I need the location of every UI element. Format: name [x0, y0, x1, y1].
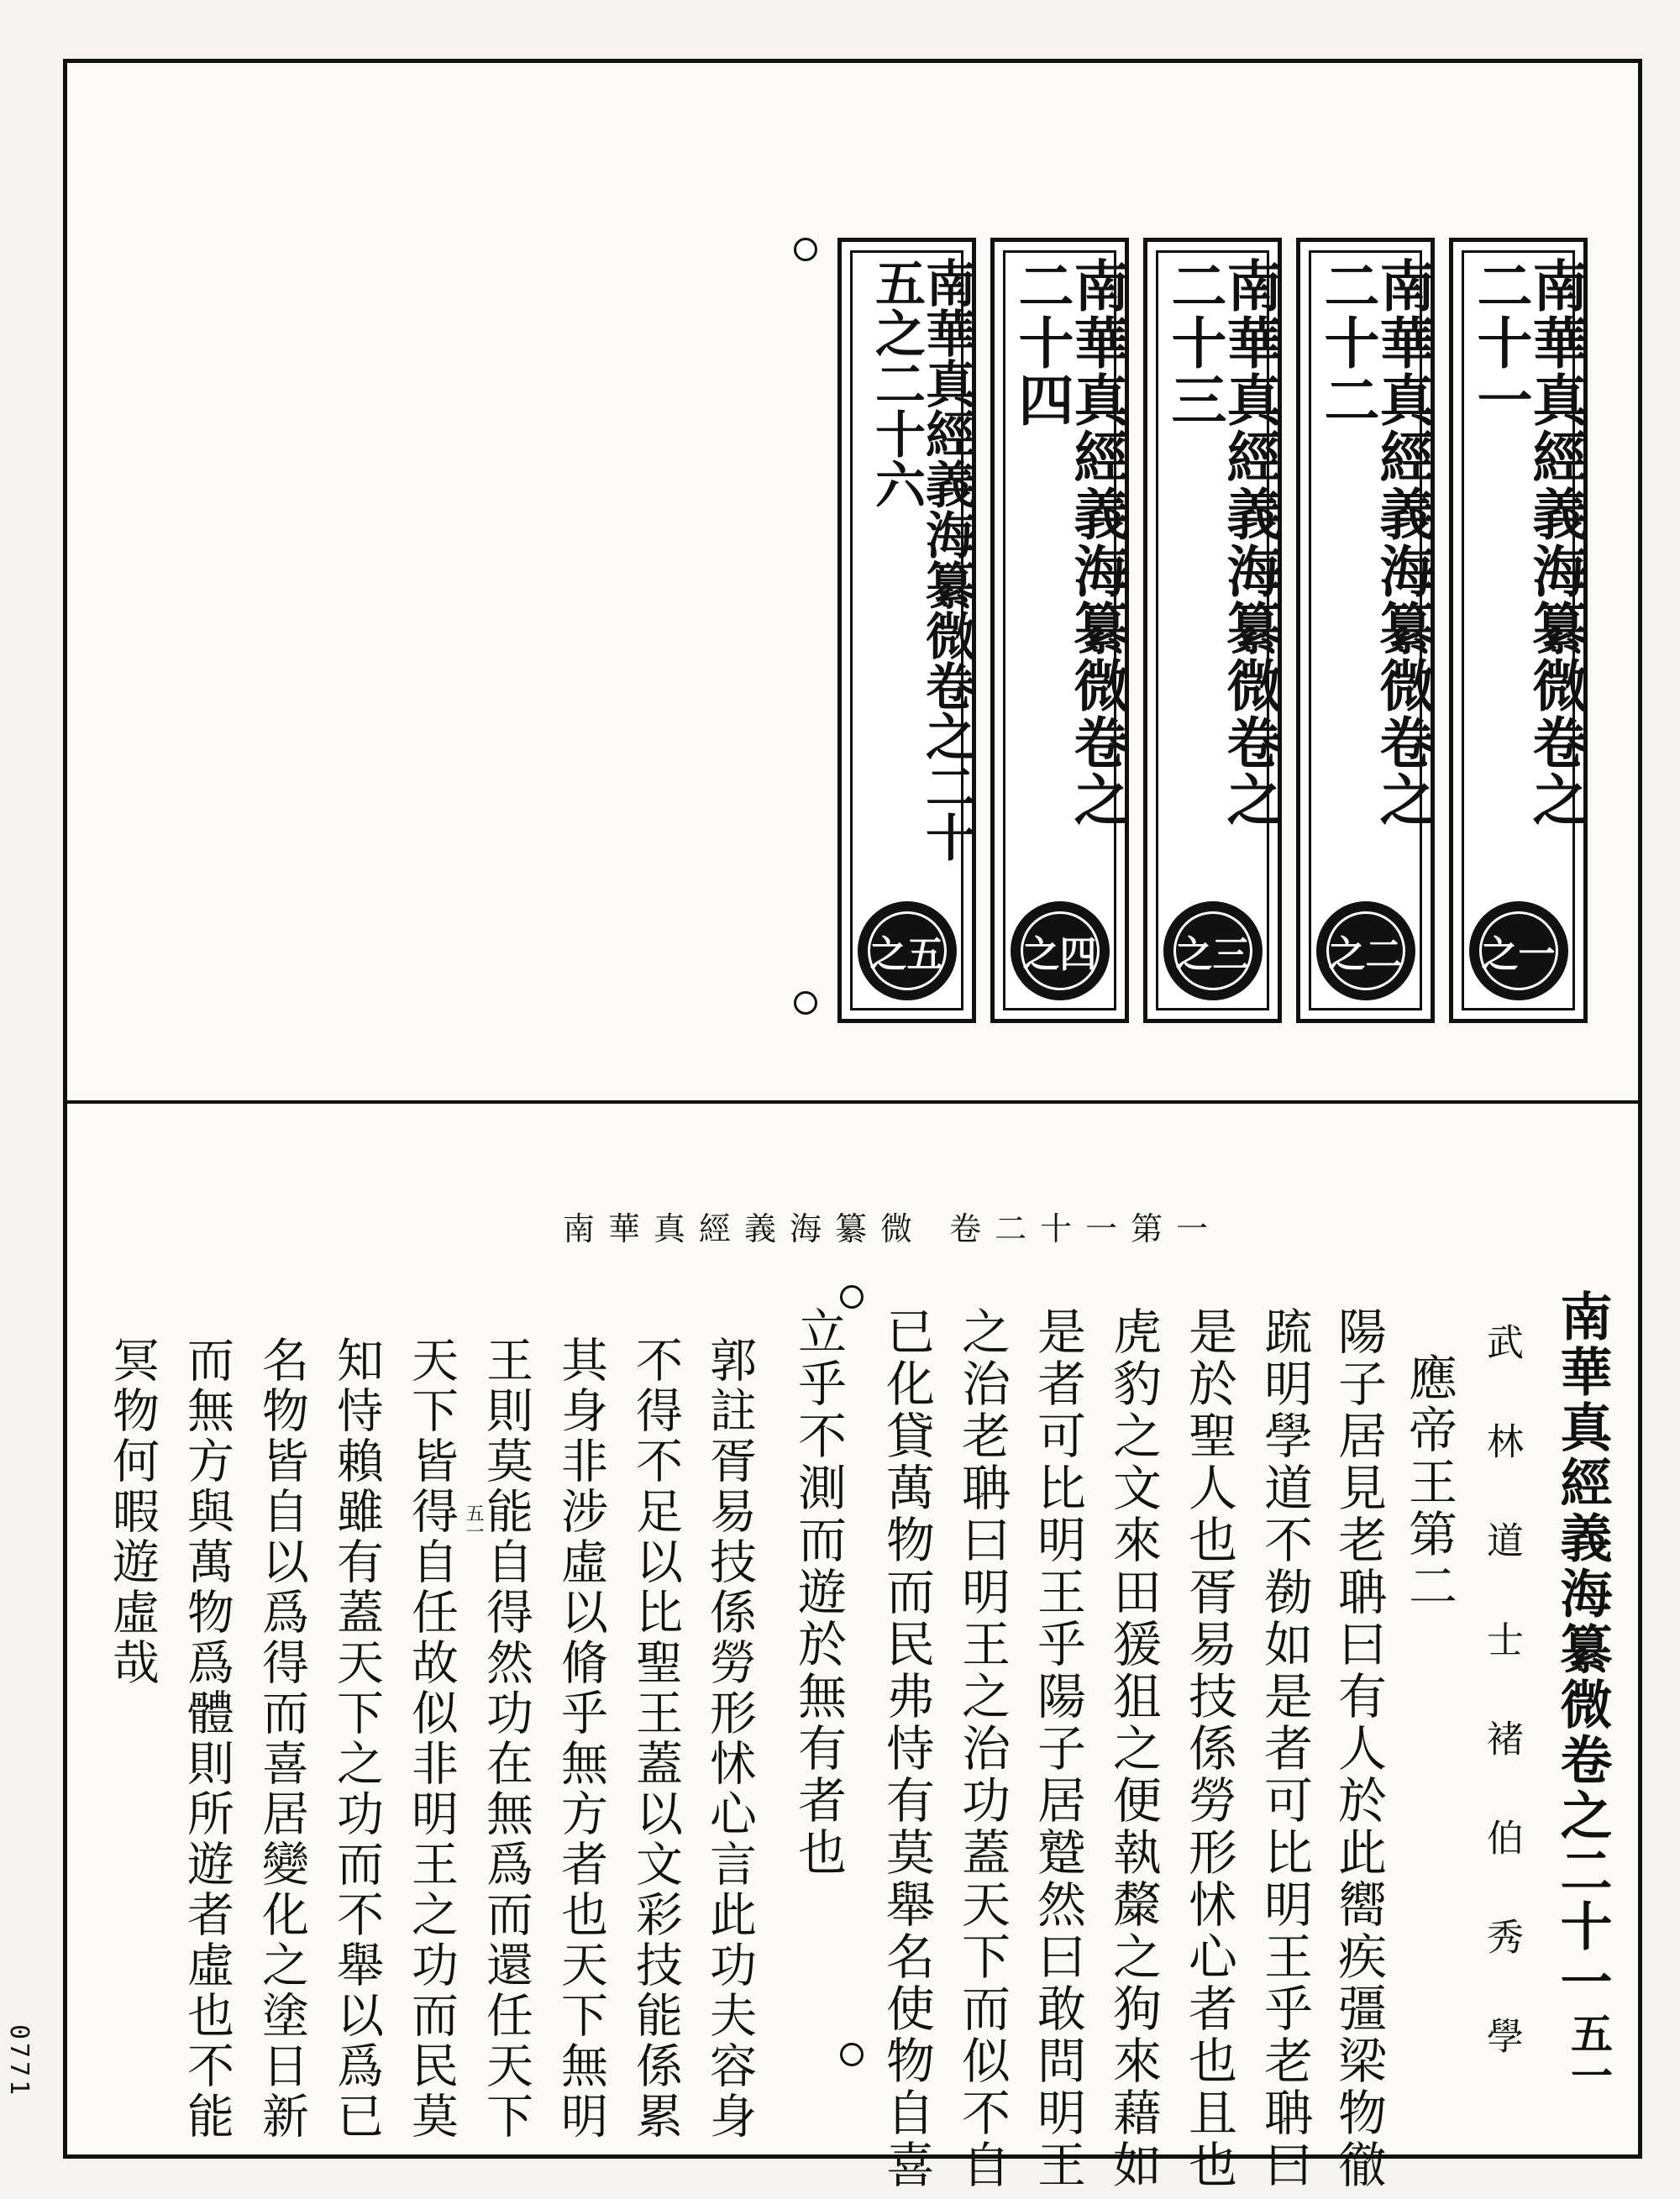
binding-hole-bottom	[794, 991, 817, 1015]
text-column-note: 而無方與萬物爲體則所遊者虛也不能	[180, 1336, 234, 2142]
spine-label-5	[837, 238, 976, 1023]
text-column: 虎豹之文來田猨狙之便執斄之狗來藉如	[1105, 1306, 1162, 2191]
spine-label-4	[990, 238, 1129, 1023]
page-number: 五一	[1564, 2012, 1614, 2096]
circle-mark-icon	[840, 2043, 864, 2066]
running-head: 南華真經義海纂微 卷二十一第一	[563, 1210, 1222, 1247]
spine-label-title: 南華真經義海纂微卷之二十四	[1009, 257, 1130, 828]
text-column-note: 郭註胥易技係勞形怵心言此功夫容身	[702, 1336, 757, 2142]
text-column: 䟽明學道不勌如是者可比明王乎老聃曰	[1256, 1306, 1313, 2191]
circle-mark-icon	[840, 1285, 864, 1309]
side-number: 0771	[4, 2024, 34, 2099]
seal-icon: 之三	[1163, 901, 1263, 1000]
spine-label-title: 南華真經義海纂微卷之二十三	[1162, 257, 1283, 828]
text-column-note: 其身非涉虛以脩乎無方者也天下無明	[554, 1336, 608, 2142]
text-column-note: 不得不足以比聖王蓋以文彩技能係累	[628, 1336, 683, 2142]
spine-label-3	[1143, 238, 1282, 1023]
seal-icon: 之一	[1469, 901, 1568, 1000]
seal-icon: 之二	[1316, 901, 1415, 1000]
small-mark: 五一	[463, 1504, 484, 1540]
text-column-note: 天下皆得自任故似非明王之功而民莫	[404, 1336, 459, 2142]
text-column: 之治老聃曰明王之治功蓋天下而似不自	[953, 1306, 1011, 2191]
text-column-title: 南華真經義海纂微卷之二十一	[1551, 1289, 1613, 2010]
seal-icon: 之四	[1011, 901, 1110, 1000]
text-column-note: 名物皆自以爲得而喜居變化之塗日新	[255, 1336, 309, 2142]
spine-label-1	[1449, 238, 1588, 1023]
spine-label-title: 南華真經義海纂微卷之二十二	[1315, 257, 1436, 828]
text-column-author: 武 林 道 士 褚 伯 秀 學	[1480, 1323, 1523, 2079]
page-divider	[63, 1100, 1642, 1104]
spine-label-2	[1296, 238, 1435, 1023]
text-column: 已化貸萬物而民弗恃有莫舉名使物自喜	[878, 1306, 935, 2191]
text-column-note: 冥物何暇遊虛哉	[105, 1336, 160, 1688]
binding-hole-top	[794, 238, 817, 261]
spine-label-title: 南華真經義海纂微卷之二十一	[1467, 257, 1588, 828]
text-column: 是於聖人也胥易技係勞形怵心者也且也	[1180, 1306, 1237, 2191]
text-column: 陽子居見老聃曰有人於此嚮疾彊梁物徹	[1330, 1306, 1387, 2191]
text-column-note: 知恃賴雖有蓋天下之功而不舉以爲已	[329, 1336, 384, 2142]
spine-label-title: 南華真經義海纂微卷之二十五之二十六	[867, 257, 976, 862]
text-column: 立乎不測而遊於無有者也	[790, 1306, 847, 1879]
text-column: 是者可比明王乎陽子居蹵然曰敢問明王	[1029, 1306, 1086, 2191]
seal-icon: 之五	[858, 901, 957, 1000]
text-column-chapter: 應帝王第二	[1400, 1352, 1457, 1613]
text-column-note: 王則莫能自得然功在無爲而還任天下	[479, 1336, 533, 2142]
